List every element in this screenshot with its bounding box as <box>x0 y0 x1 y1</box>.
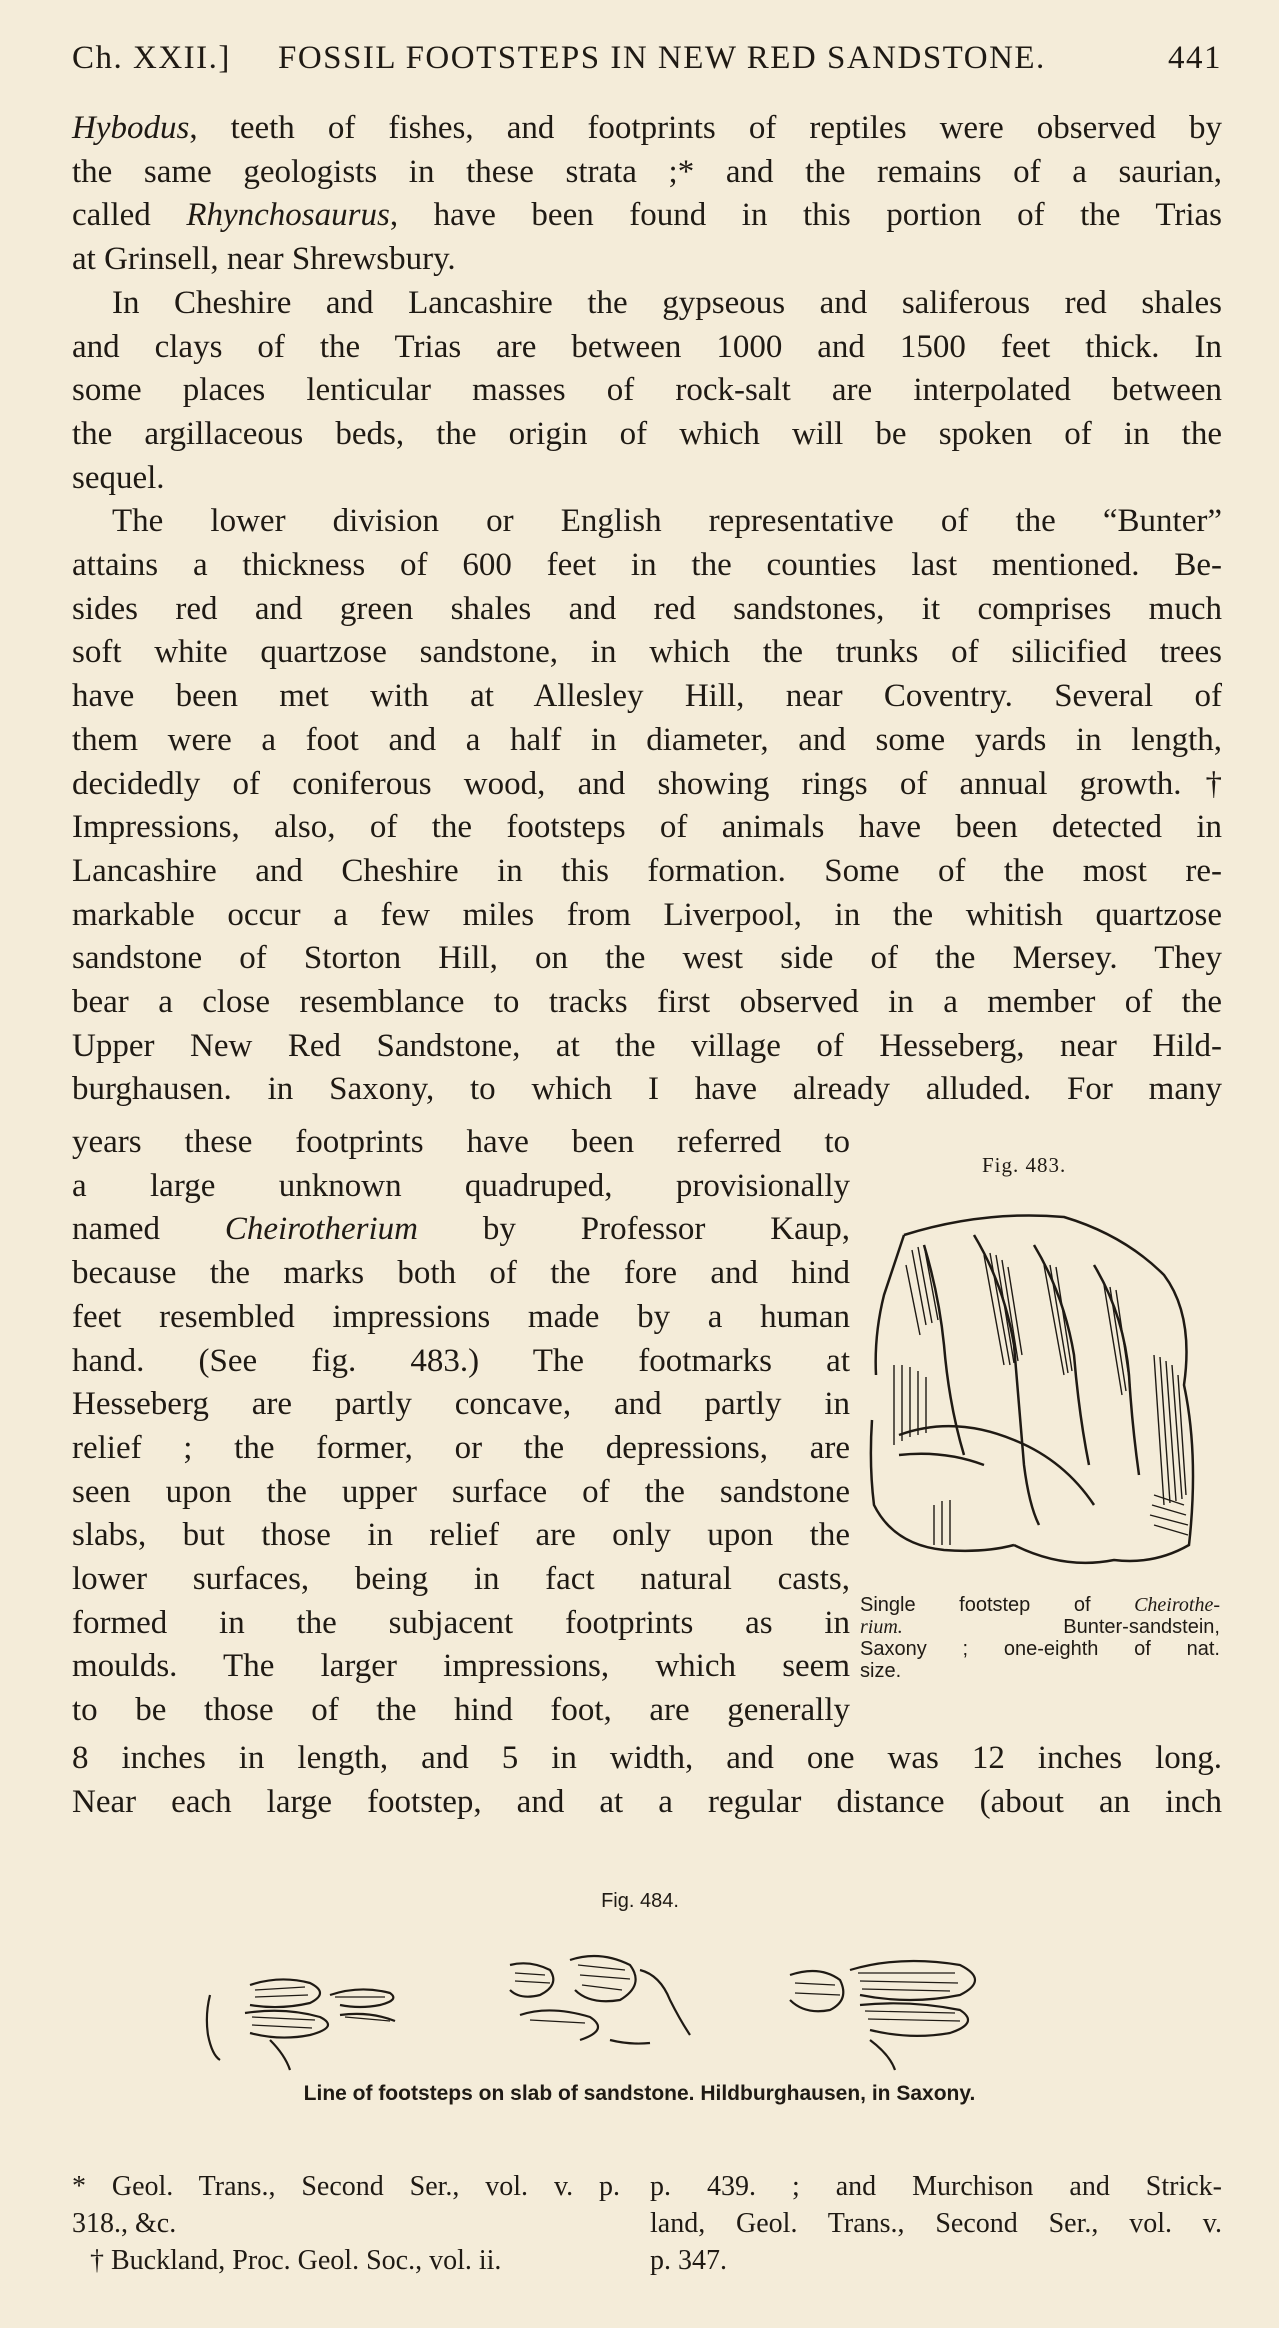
chapter-label: Ch. XXII.] <box>72 40 231 76</box>
text-line: relief ; the former, or the depressions, are <box>72 1429 850 1466</box>
text-line: them were a foot and a half in diameter, and some yards in length, <box>72 721 1222 758</box>
text-line: Near each large footstep, and at a regular distance (about an inch <box>72 1783 1222 1820</box>
footnote-line: 318., &c. <box>72 2208 177 2239</box>
fig-483-footprint-illustration <box>864 1205 1202 1575</box>
text-line: because the marks both of the fore and hind <box>72 1255 850 1292</box>
running-header <box>72 40 1222 84</box>
text-line: Lancashire and Cheshire in this formation. Some of the most re- <box>72 852 1222 889</box>
text-line: The lower division or English representative of the “Bunter” <box>112 503 1222 540</box>
fig-483-label: Fig. 483. <box>982 1153 1067 1177</box>
text-line: Hybodus, teeth of fishes, and footprints of reptiles were observed by <box>72 110 1222 146</box>
text-line: the argillaceous beds, the origin of which will be spoken of in the <box>72 415 1222 452</box>
footnotes-right-column <box>650 2168 1222 2279</box>
fig-484-footstep-line-illustration <box>190 1945 1090 2075</box>
text-line: sandstone of Storton Hill, on the west side of the Mersey. They <box>72 940 1222 977</box>
text-line: burghausen. in Saxony, to which I have already alluded. For many <box>72 1071 1222 1108</box>
text-line: 8 inches in length, and 5 in width, and one was 12 inches long. <box>72 1740 1222 1776</box>
text-line: slabs, but those in relief are only upon the <box>72 1517 850 1554</box>
caption-line: Saxony ; one-eighth of nat. <box>860 1638 1220 1660</box>
footprint-group-1 <box>207 1979 395 2070</box>
text-line: lower surfaces, being in fact natural casts, <box>72 1561 850 1598</box>
text-line: have been met with at Allesley Hill, near Coventry. Several of <box>72 678 1222 715</box>
text-line: Impressions, also, of the footsteps of animals have been detected in <box>72 809 1222 846</box>
caption-line: rium. Bunter-sandstein, <box>860 1616 1220 1638</box>
paragraph-1 <box>72 107 1222 282</box>
text-line: called Rhynchosaurus, have been found in this portion of the Trias <box>72 197 1223 234</box>
footnote-line: p. 439. ; and Murchison and Strick- <box>650 2171 1222 2202</box>
footnotes-left-column <box>72 2168 620 2279</box>
text-line: the same geologists in these strata ;* and the remains of a saurian, <box>72 153 1222 190</box>
fig-483-caption <box>860 1594 1220 1682</box>
footnote-line: † Buckland, Proc. Geol. Soc., vol. ii. <box>90 2245 502 2276</box>
text-line: hand. (See fig. 483.) The footmarks at <box>72 1342 850 1379</box>
caption-line: size. <box>860 1660 902 1682</box>
footnote-line: p. 347. <box>650 2245 727 2276</box>
text-line: attains a thickness of 600 feet in the counties last mentioned. Be- <box>72 547 1222 584</box>
text-line: feet resembled impressions made by a human <box>72 1298 850 1335</box>
text-line: to be those of the hind foot, are generally <box>72 1692 850 1729</box>
paragraph-3 <box>72 500 1222 1112</box>
text-line: at Grinsell, near Shrewsbury. <box>72 241 456 278</box>
footprint-group-2 <box>510 1956 690 2044</box>
text-line: years these footprints have been referred to <box>72 1124 850 1160</box>
bottom-text <box>72 1737 1222 1824</box>
paragraph-2 <box>72 282 1222 501</box>
text-line: decidedly of coniferous wood, and showing rings of annual growth.† <box>72 765 1222 802</box>
running-title: FOSSIL FOOTSTEPS IN NEW RED SANDSTONE. <box>278 40 1046 76</box>
text-line: some places lenticular masses of rock-salt are interpolated between <box>72 372 1222 409</box>
text-line: In Cheshire and Lancashire the gypseous and saliferous red shales <box>112 284 1222 321</box>
page-number: 441 <box>1168 40 1222 76</box>
text-line: and clays of the Trias are between 1000 and 1500 feet thick. In <box>72 328 1222 365</box>
fig-484-label: Fig. 484. <box>601 1890 679 1912</box>
footnote-line: land, Geol. Trans., Second Ser., vol. v. <box>650 2208 1222 2239</box>
text-line: sides red and green shales and red sandstones, it comprises much <box>72 590 1222 627</box>
fig-484-caption: Line of footsteps on slab of sandstone. Hildburghausen, in Saxony. <box>303 2082 976 2105</box>
text-line: bear a close resemblance to tracks first observed in a member of the <box>72 984 1222 1021</box>
text-line: formed in the subjacent footprints as in <box>72 1604 850 1641</box>
footnote-line: * Geol. Trans., Second Ser., vol. v. p. <box>72 2171 620 2202</box>
text-line: sequel. <box>72 459 165 496</box>
text-line: named Cheirotherium by Professor Kaup, <box>72 1211 850 1248</box>
text-line: seen upon the upper surface of the sandstone <box>72 1473 850 1510</box>
text-line: Upper New Red Sandstone, at the village of Hesseberg, near Hild- <box>72 1027 1222 1064</box>
text-line: moulds. The larger impressions, which seem <box>72 1648 850 1685</box>
text-line: a large unknown quadruped, provisionally <box>72 1167 850 1204</box>
text-line: markable occur a few miles from Liverpool, in the whitish quartzose <box>72 896 1222 933</box>
text-line: soft white quartzose sandstone, in which the trunks of silicified trees <box>72 634 1222 671</box>
caption-line: Single footstep of Cheirothe- <box>860 1594 1220 1616</box>
wrapped-text-column <box>72 1121 850 1733</box>
text-line: Hesseberg are partly concave, and partly in <box>72 1386 850 1423</box>
footprint-group-3 <box>790 1961 975 2070</box>
main-text <box>72 107 1222 1112</box>
